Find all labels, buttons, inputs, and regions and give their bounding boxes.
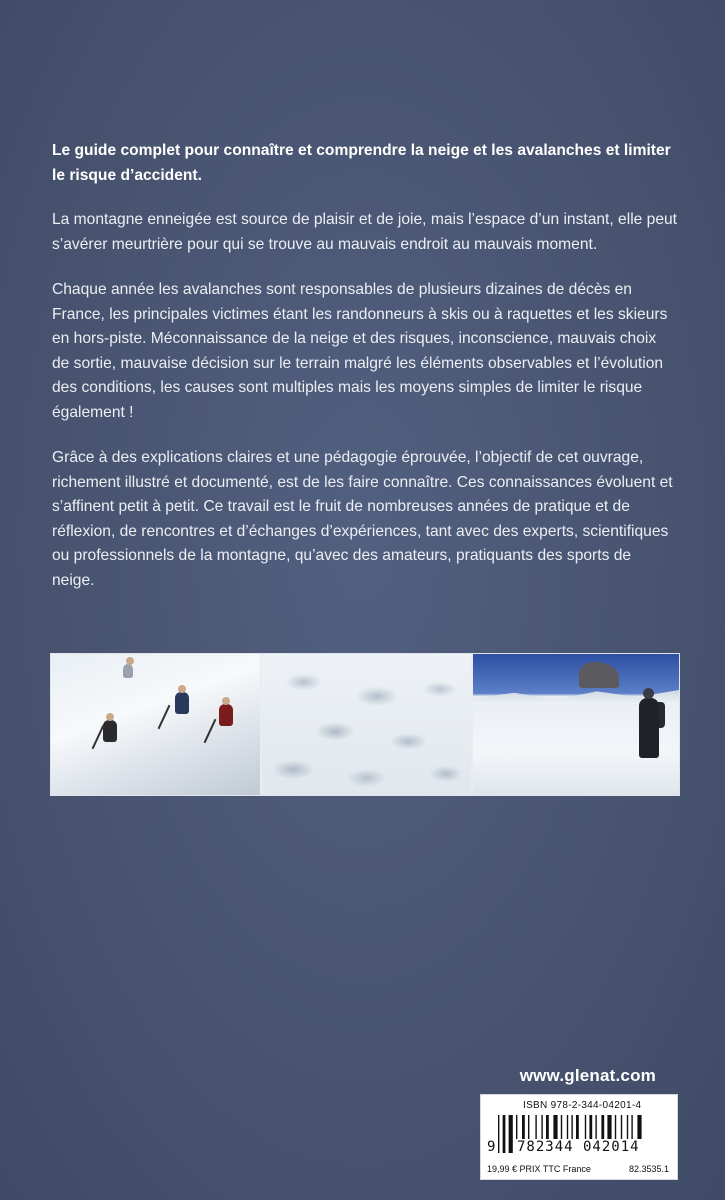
ski-pole xyxy=(158,705,171,729)
barcode-label xyxy=(480,1094,678,1180)
reference-number: 82.3535.1 xyxy=(628,1164,669,1174)
barcode-bar xyxy=(509,1115,513,1153)
isbn-text: ISBN 978-2-344-04201-4 xyxy=(523,1100,642,1111)
skier-figure xyxy=(175,692,189,714)
skier-figure xyxy=(219,704,233,726)
skier-figure xyxy=(123,664,133,678)
photo-strip xyxy=(50,653,680,796)
snow-texture-photo xyxy=(262,654,473,795)
ski-pole xyxy=(204,719,217,743)
publisher-website: www.glenat.com xyxy=(519,1066,656,1085)
paragraph-3: Grâce à des explications claires et une pédagogie éprouvée, l’objectif de cet ouvrage, richement illustré et documenté, est de les faire connaître. Ces connaissances évoluent et s’affinent petit à petit. Ce travail est le fruit de nombreuses années de pratique et de réflexion, de rencontres et d’échanges d’expériences, tant avec des experts, scientifiques ou professionnels de la montagne, qu’avec des amateurs, pratiquants des sports de neige. xyxy=(52,449,673,589)
paragraph-1: La montagne enneigée est source de plaisir et de joie, mais l’espace d’un instant, elle peut s’avérer meurtrière pour qui se trouve au mauvais endroit au mauvais moment. xyxy=(52,211,678,253)
paragraph-2: Chaque année les avalanches sont responsables de plusieurs dizaines de décès en France, les principales victimes étant les randonneurs à skis ou à raquettes et les skieurs en hors-piste. Méconnaissance de la neige et des risques, inconscience, mauvais choix de sortie, mauvaise décision sur le terrain malgré les éléments observables et l’évolution des conditions, les causes sont multiples mais les moyens simples de limiter le risque également ! xyxy=(52,281,668,421)
barcode-lead-digit: 9 xyxy=(487,1139,496,1155)
blurb xyxy=(52,138,677,614)
barcode-digits: 782344 042014 xyxy=(517,1139,640,1155)
barcode-bar xyxy=(498,1115,499,1153)
skiers-photo xyxy=(51,654,262,795)
lead-text: Le guide complet pour connaître et comprendre la neige et les avalanches et limiter le risque d’accident. xyxy=(52,142,671,184)
price-text: 19,99 € PRIX TTC France xyxy=(487,1164,591,1174)
ski-tourer-photo xyxy=(473,654,679,795)
ski-tourer-figure xyxy=(639,698,659,758)
barcode-bar xyxy=(503,1115,506,1153)
rock-peak xyxy=(579,662,619,688)
skier-figure xyxy=(103,720,117,742)
